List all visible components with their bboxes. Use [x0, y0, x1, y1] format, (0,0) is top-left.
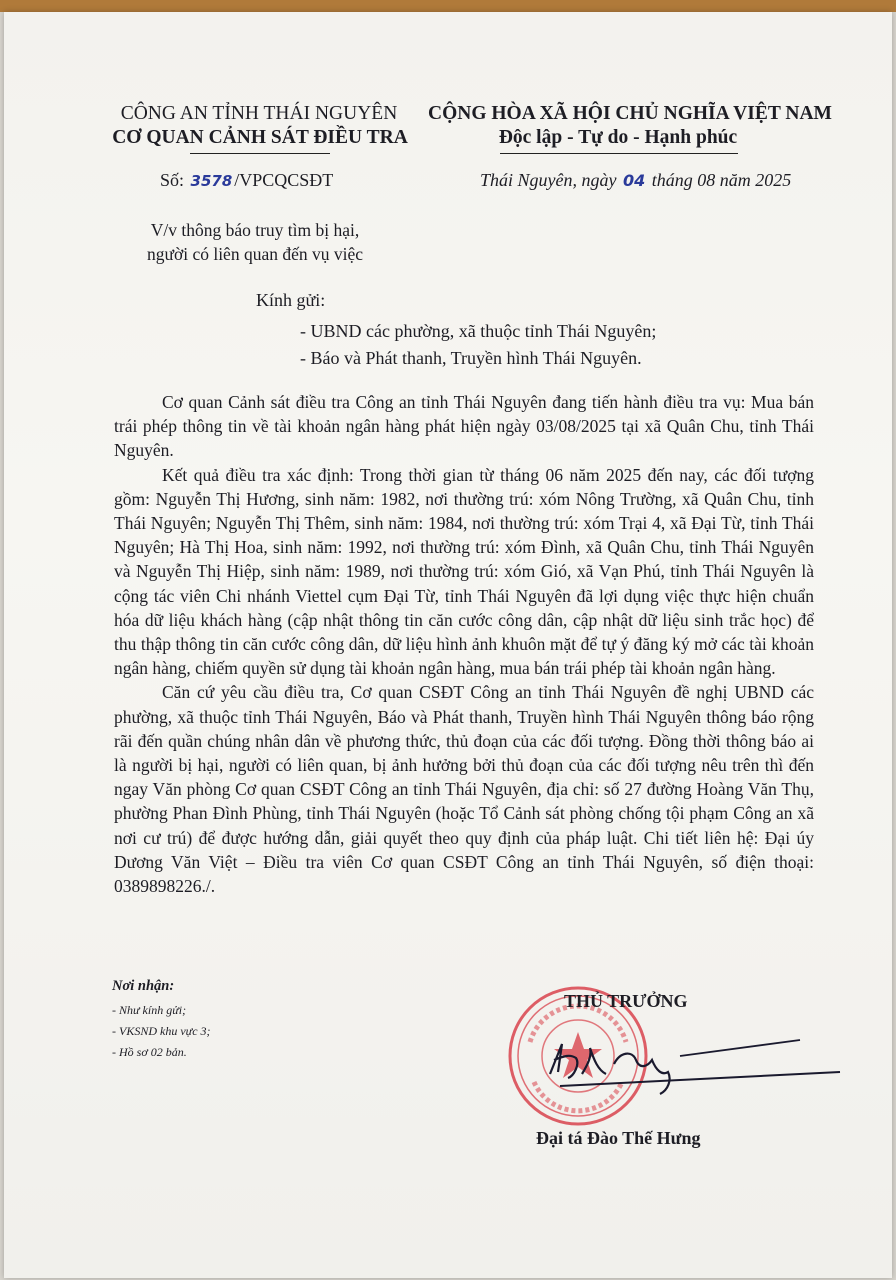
- recipients-list: [112, 1000, 211, 1063]
- handwritten-signature: [540, 1034, 850, 1104]
- addressee-list: [300, 318, 656, 372]
- national-title: CỘNG HÒA XÃ HỘI CHỦ NGHĨA VIỆT NAM: [428, 103, 832, 124]
- addressee-item: - Báo và Phát thanh, Truyền hình Thái Nguyên.: [300, 348, 642, 368]
- handwritten-number: 3578: [190, 172, 233, 190]
- subject-block: V/v thông báo truy tìm bị hại, người có liên quan đến vụ việc: [146, 220, 364, 264]
- paragraph-1: Cơ quan Cảnh sát điều tra Công an tỉnh Thái Nguyên đang tiến hành điều tra vụ: Mua bán trái phép thông tin về tài khoản ngân hàng phát hiện ngày 03/08/2025 tại xã Quân Chu, tỉnh Thái Nguyên.: [114, 392, 814, 461]
- recipient-item: - VKSND khu vực 3;: [112, 1024, 211, 1038]
- document-date: Thái Nguyên, ngày 04 tháng 08 năm 2025: [480, 170, 792, 190]
- addressee-label: Kính gửi:: [256, 290, 326, 310]
- agency-parent: CÔNG AN TỈNH THÁI NGUYÊN: [120, 103, 398, 124]
- national-motto: Độc lập - Tự do - Hạnh phúc: [498, 127, 738, 148]
- photo-top-band: [0, 0, 896, 12]
- signer-title: THỦ TRƯỞNG: [564, 991, 688, 1011]
- recipient-item: - Như kính gửi;: [112, 1003, 187, 1017]
- handwritten-day: 04: [623, 171, 646, 190]
- signer-name: Đại tá Đào Thế Hưng: [536, 1128, 701, 1148]
- document-page: [4, 12, 892, 1278]
- motto-underline: [500, 153, 738, 154]
- paragraph-3: Căn cứ yêu cầu điều tra, Cơ quan CSĐT Công an tỉnh Thái Nguyên đề nghị UBND các phường, xã thuộc tỉnh Thái Nguyên, Báo và Phát thanh, Truyền hình Thái Nguyên thông báo rộng rãi đến quần chúng nhân dân về phương thức, thủ đoạn của các đối tượng. Đồng thời thông báo ai là người bị hại, người có liên quan, bị ảnh hưởng bởi thủ đoạn của các đối tượng nêu trên thì đến ngay Văn phòng Cơ quan CSĐT Công an tỉnh Thái Nguyên, địa chỉ: số 27 đường Hoàng Văn Thụ, phường Phan Đình Phùng, tỉnh Thái Nguyên (hoặc Tổ Cảnh sát phòng chống tội phạm Công an xã nơi cư trú) để được hướng dẫn, giải quyết theo quy định của pháp luật. Chi tiết liên hệ: Đại úy Dương Văn Việt – Điều tra viên Cơ quan CSĐT Công an tỉnh Thái Nguyên, số điện thoại: 0389898226./.: [114, 682, 814, 897]
- agency-name: CƠ QUAN CẢNH SÁT ĐIỀU TRA: [112, 127, 408, 148]
- agency-underline: [190, 153, 330, 154]
- body-text: [114, 390, 814, 898]
- recipient-item: - Hồ sơ 02 bản.: [112, 1045, 187, 1059]
- document-number: Số: 3578 /VPCQCSĐT: [160, 170, 334, 190]
- recipients-title: Nơi nhận:: [112, 978, 175, 994]
- addressee-item: - UBND các phường, xã thuộc tỉnh Thái Nguyên;: [300, 321, 657, 341]
- paragraph-2: Kết quả điều tra xác định: Trong thời gian từ tháng 06 năm 2025 đến nay, các đối tượng gồm: Nguyễn Thị Hương, sinh năm: 1982, nơi thường trú: xóm Nông Trường, xã Quân Chu, tỉnh Thái Nguyên; Nguyễn Thị Thêm, sinh năm: 1984, nơi thường trú: xóm Trại 4, xã Đại Từ, tỉnh Thái Nguyên; Hà Thị Hoa, sinh năm: 1992, nơi thường trú: xóm Đình, xã Quân Chu, tỉnh Thái Nguyên và Nguyễn Thị Hiệp, sinh năm: 1989, nơi thường trú: xóm Gió, xã Vạn Phú, tỉnh Thái Nguyên là cộng tác viên Chi nhánh Viettel cụm Đại Từ, tỉnh Thái Nguyên đã lợi dụng việc thực hiện chuẩn hóa dữ liệu khách hàng (cập nhật thông tin căn cước công dân, cập nhật dữ liệu sinh trắc học) để thu thập thông tin căn cước công dân, dữ liệu hình ảnh khuôn mặt để tự ý đăng ký mở các tài khoản ngân hàng, chiếm quyền sử dụng tài khoản ngân hàng, mua bán trái phép tài khoản ngân hàng.: [114, 464, 814, 679]
